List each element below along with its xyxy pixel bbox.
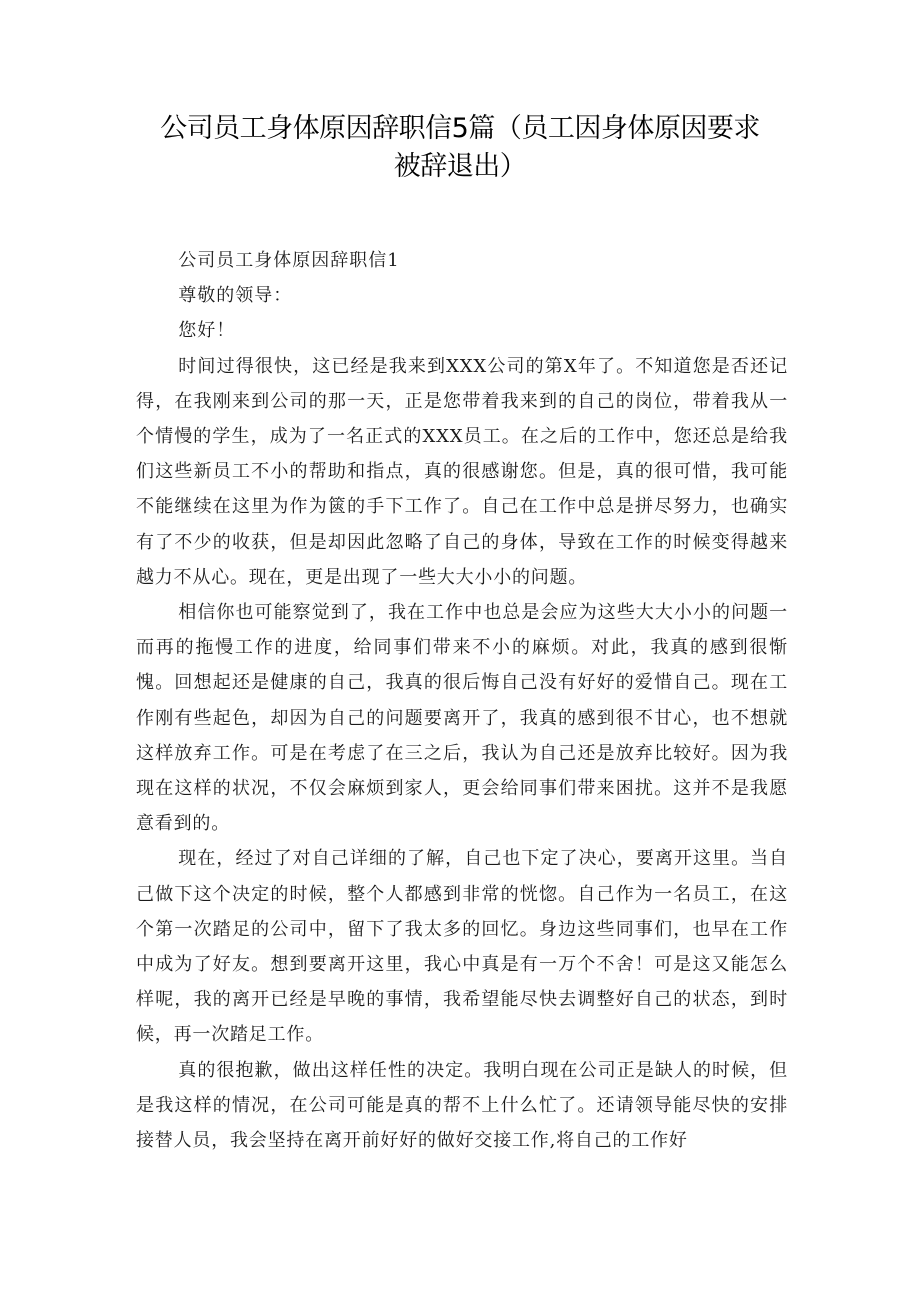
document-title: 公司员工身体原因辞职信5篇（员工因身体原因要求被辞退出） — [160, 113, 760, 182]
salutation: 尊敬的领导： — [178, 285, 293, 307]
letter-heading: 公司员工身体原因辞职信1 — [178, 250, 400, 271]
paragraph-3: 现在，经过了对自己详细的了解，自己也下定了决心，要离开这里。当自己做下这个决定的时候，整个人都感到非常的恍惚。自己作为一名员工，在这个第一次踏足的公司中，留下了我太多的回忆。身边这些同事们，也早在工作中成为了好友。想到要离开这里，我心中真是有一万个不舍！可是这又能怎么样呢，我的离开已经是早晚的事情，我希望能尽快去调整好自己的状态，到时候，再一次踏足工作。 — [136, 848, 788, 1046]
paragraph-1: 时间过得很快，这已经是我来到XXX公司的第X年了。不知道您是否还记得，在我刚来到公司的那一天，正是您带着我来到的自己的岗位，带着我从一个情慢的学生，成为了一名正式的XXX员工。在之后的工作中，您还总是给我们这些新员工不小的帮助和指点，真的很感谢您。但是，真的很可惜，我可能不能继续在这里为作为篋的手下工作了。自己在工作中总是拼尽努力，也确实有了不少的收获，但是却因此忽略了自己的身体，导致在工作的时候变得越来越力不从心。现在，更是出现了一些大大小小的问题。 — [136, 355, 788, 588]
greeting: 您好！ — [178, 320, 236, 342]
letter-body — [136, 243, 788, 1158]
paragraph-4: 真的很抱歉，做出这样任性的决定。我明白现在公司正是缺人的时候，但是我这样的情况，在公司可能是真的帮不上什么忙了。还请领导能尽快的安排接替人员，我会坚持在离开前好好的做好交接工作,将自己的工作好 — [136, 1059, 788, 1152]
paragraph-2: 相信你也可能察觉到了，我在工作中也总是会应为这些大大小小的问题一而再的拖慢工作的进度，给同事们带来不小的麻烦。对此，我真的感到很惭愧。回想起还是健康的自己，我真的很后悔自己没有好好的爱惜自己。现在工作刚有些起色，却因为自己的问题要离开了，我真的感到很不甘心，也不想就这样放弃工作。可是在考虑了在三之后，我认为自己还是放弃比较好。因为我现在这样的状况，不仅会麻烦到家人，更会给同事们带来困扰。这并不是我愿意看到的。 — [136, 602, 788, 835]
